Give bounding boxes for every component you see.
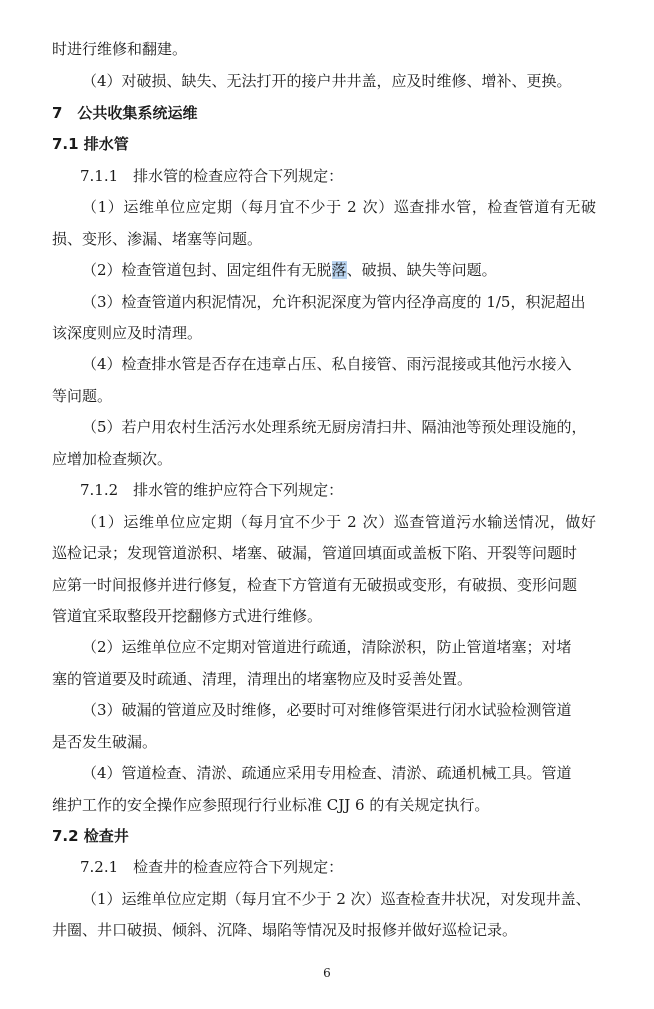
clause-heading: 7.1.2 排水管的维护应符合下列规定：	[80, 481, 344, 499]
subsection-heading: 7.1 排水管	[52, 135, 129, 153]
body-line: 时进行维修和翻建。	[52, 40, 188, 58]
body-line	[82, 259, 497, 281]
body-line: 损、变形、渗漏、堵塞等问题。	[52, 230, 263, 248]
clause-heading: 7.2.1 检查井的检查应符合下列规定：	[80, 858, 344, 876]
body-line: （1）运维单位应定期（每月宜不少于 2 次）巡查排水管，检查管道有无破	[82, 198, 597, 216]
body-line: 巡检记录；发现管道淤积、堵塞、破漏，管道回填面或盖板下陷、开裂等问题时	[52, 544, 578, 562]
body-line: （3）检查管道内积泥情况，允许积泥深度为管内径净高度的 1/5，积泥超出	[82, 293, 586, 311]
body-line: （2）运维单位应不定期对管道进行疏通，清除淤积，防止管道堵塞；对堵	[82, 638, 572, 656]
body-line: 是否发生破漏。	[52, 733, 158, 751]
body-line: 维护工作的安全操作应参照现行行业标准 CJJ 6 的有关规定执行。	[52, 796, 490, 814]
body-line: 管道宜采取整段开挖翻修方式进行维修。	[52, 607, 323, 625]
body-line: 应第一时间报修并进行修复，检查下方管道有无破损或变形，有破损、变形问题	[52, 576, 578, 594]
clause-heading: 7.1.1 排水管的检查应符合下列规定：	[80, 167, 344, 185]
body-line: （1）运维单位应定期（每月宜不少于 2 次）巡查管道污水输送情况，做好	[82, 513, 597, 531]
selected-character: 落	[331, 261, 347, 279]
subsection-heading: 7.2 检查井	[52, 827, 129, 845]
body-line: 等问题。	[52, 387, 113, 405]
body-line: （4）对破损、缺失、无法打开的接户井井盖，应及时维修、增补、更换。	[82, 72, 572, 90]
body-line: 井圈、井口破损、倾斜、沉降、塌陷等情况及时报修并做好巡检记录。	[52, 921, 518, 939]
body-line: 塞的管道要及时疏通、清理，清理出的堵塞物应及时妥善处置。	[52, 670, 473, 688]
body-line: （4）检查排水管是否存在违章占压、私自接管、雨污混接或其他污水接入	[82, 355, 572, 373]
body-line: （3）破漏的管道应及时维修，必要时可对维修管渠进行闭水试验检测管道	[82, 701, 572, 719]
text-segment: （2）检查管道包封、固定组件有无脱	[82, 261, 332, 279]
body-line: 应增加检查频次。	[52, 450, 173, 468]
body-line: （1）运维单位应定期（每月宜不少于 2 次）巡查检查井状况，对发现井盖、	[82, 890, 591, 908]
body-line: （4）管道检查、清淤、疏通应采用专用检查、清淤、疏通机械工具。管道	[82, 764, 572, 782]
body-line: （5）若户用农村生活污水处理系统无厨房清扫井、隔油池等预处理设施的，	[82, 418, 587, 436]
text-segment: 、破损、缺失等问题。	[346, 261, 497, 279]
body-line: 该深度则应及时清理。	[52, 324, 203, 342]
section-heading: 7 公共收集系统运维	[52, 104, 198, 122]
page-number: 6	[323, 966, 331, 980]
